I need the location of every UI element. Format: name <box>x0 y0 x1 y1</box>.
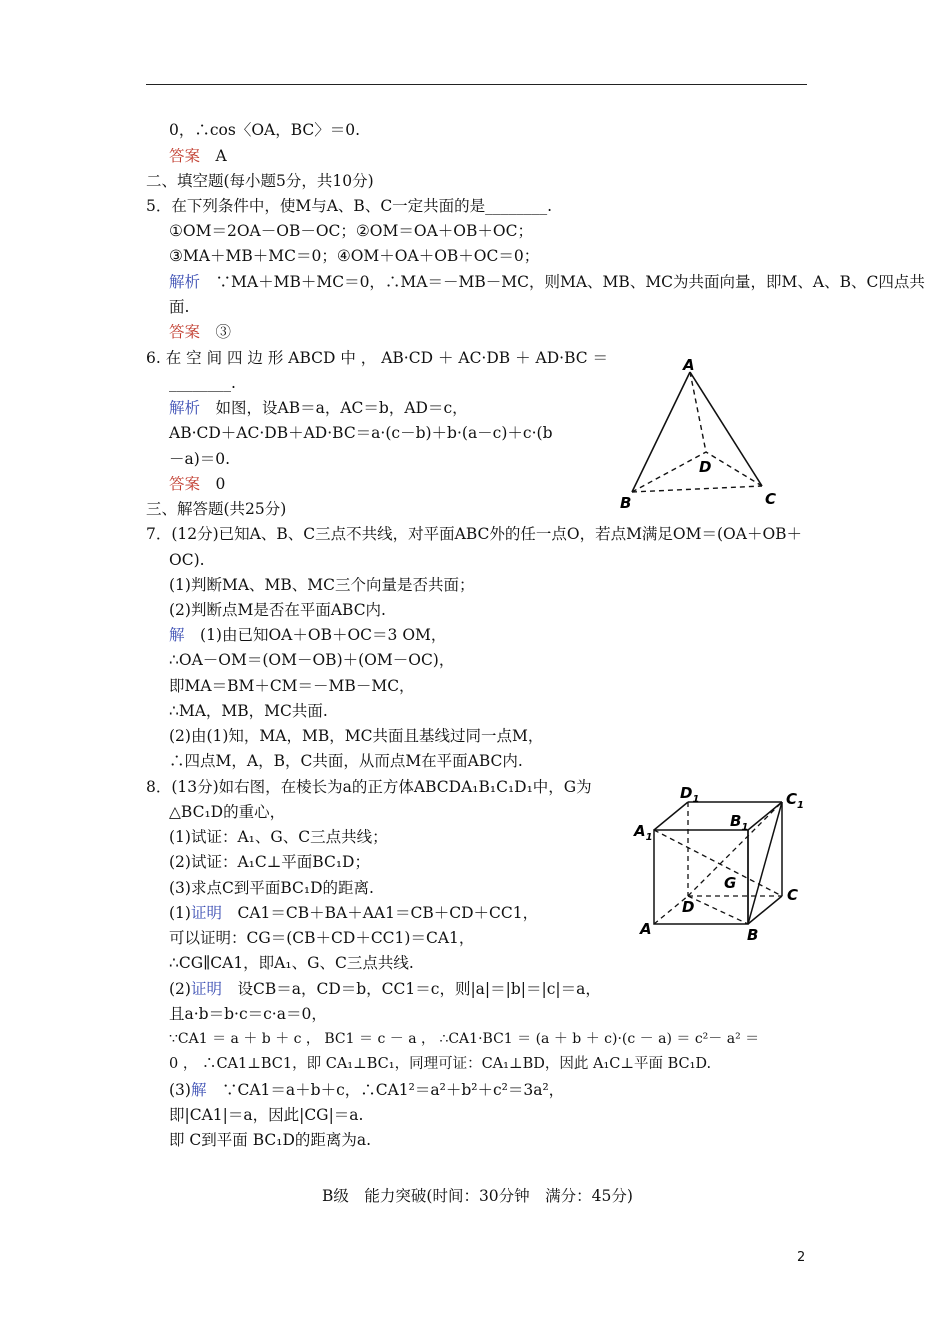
vertex-label-d1: $D_1$ <box>680 784 700 805</box>
answer-line: 答案 0 <box>169 475 226 493</box>
vertex-label-c1: $C_1$ <box>786 790 804 811</box>
vertex-label-a1: $A_1$ <box>634 822 653 843</box>
text-line: (1)判断MA、MB、MC三个向量是否共面； <box>169 576 475 594</box>
vertex-label-d: D <box>699 458 712 476</box>
text-line: ③MA＋MB＋MC＝0；④OM＋OA＋OB＋OC＝0； <box>169 247 540 265</box>
text-line: 即 C到平面 BC₁D的距离为a. <box>169 1131 372 1149</box>
text-line: ∵CA1 ＝ a ＋ b ＋ c ， BC1 ＝ c － a ， ∴CA1·BC1 ＝ (a ＋ b ＋ c)·(c － a) ＝ c²－ a² ＝ <box>169 1031 760 1047</box>
tetrahedron-figure <box>610 352 790 517</box>
text-line: △BC₁D的重心， <box>169 803 286 821</box>
section-footer: B级 能力突破(时间：30分钟 满分：45分) <box>322 1187 633 1205</box>
text-line: (2)试证：A₁C⊥平面BC₁D； <box>169 853 370 871</box>
proof-line: (2)证明 设CB＝a，CD＝b，CC1＝c，则|a|＝|b|＝|c|＝a， <box>169 980 601 998</box>
vertex-label-b1: $B_1$ <box>730 812 749 833</box>
analysis-line: 解析 如图，设AB＝a，AC＝b，AD＝c， <box>169 399 468 417</box>
page-number: 2 <box>797 1250 806 1265</box>
vertex-label-a: A <box>640 920 652 938</box>
text-line: －a)＝0. <box>169 450 231 468</box>
answer-line: 答案 A <box>169 147 227 165</box>
cube-figure <box>630 782 810 944</box>
solution-line: (3)解 ∵CA1＝a＋b＋c，∴CA1²＝a²＋b²＋c²＝3a²， <box>169 1081 565 1099</box>
vertex-label-b: B <box>620 494 632 512</box>
text-line: ________. <box>169 374 236 392</box>
question-6: 6. 在 空 间 四 边 形 ABCD 中 ， AB·CD ＋ AC·DB ＋ AD·BC ＝ <box>146 349 609 367</box>
text-line: (3)求点C到平面BC₁D的距离. <box>169 879 374 897</box>
question-5: 5．在下列条件中，使M与A、B、C一定共面的是________. <box>146 197 553 215</box>
text-line: 可以证明：CG＝(CB＋CD＋CC1)＝CA1， <box>169 929 475 947</box>
text-line: ∴MA，MB，MC共面. <box>169 702 328 720</box>
section-heading: 三、解答题(共25分) <box>146 500 287 518</box>
vertex-label-c: C <box>787 886 799 904</box>
text-line: 0 ， ∴CA1⊥BC1，即 CA₁⊥BC₁，同理可证：CA₁⊥BD，因此 A₁C⊥平面 BC₁D. <box>169 1056 712 1072</box>
question-7: 7．(12分)已知A、B、C三点不共线，对平面ABC外的任一点O，若点M满足OM＝(OA＋OB＋ <box>146 525 803 543</box>
question-8: 8．(13分)如右图，在棱长为a的正方体ABCDA₁B₁C₁D₁中，G为 <box>146 778 592 796</box>
vertex-label-d: D <box>682 898 695 916</box>
text-line: ∴CG∥CA1，即A₁、G、C三点共线. <box>169 954 414 972</box>
section-heading: 二、填空题(每小题5分，共10分) <box>146 172 374 190</box>
text-line: ①OM＝2OA－OB－OC；②OM＝OA＋OB＋OC； <box>169 222 533 240</box>
text-line: ∴四点M，A，B，C共面，从而点M在平面ABC内. <box>169 752 523 770</box>
vertex-label-a: A <box>683 356 695 374</box>
analysis-line: 解析 ∵MA＋MB＋MC＝0，∴MA＝－MB－MC，则MA、MB、MC为共面向量，即M、A、B、C四点共 <box>169 273 925 291</box>
answer-line: 答案 ③ <box>169 323 232 341</box>
text-line: OC). <box>169 551 205 569</box>
text-line: (2)由(1)知，MA，MB，MC共面且基线过同一点M， <box>169 727 544 745</box>
text-line: AB·CD＋AC·DB＋AD·BC＝a·(c－b)＋b·(a－c)＋c·(b <box>169 424 553 442</box>
text-line: 0，∴cos〈OA，BC〉＝0. <box>169 121 361 139</box>
centroid-label-g: G <box>724 874 737 892</box>
header-rule <box>146 84 807 85</box>
vertex-label-b: B <box>747 926 759 944</box>
text-line: 且a·b＝b·c＝c·a＝0， <box>169 1005 327 1023</box>
text-line: (2)判断点M是否在平面ABC内. <box>169 601 386 619</box>
solution-line: 解 (1)由已知OA＋OB＋OC＝3 OM， <box>169 626 447 644</box>
vertex-label-c: C <box>765 490 777 508</box>
text-line: 面. <box>169 298 190 316</box>
text-line: ∴OA－OM＝(OM－OB)＋(OM－OC)， <box>169 651 455 669</box>
text-line: (1)试证：A₁、G、C三点共线； <box>169 828 388 846</box>
text-line: 即|CA1|＝a，因此|CG|＝a. <box>169 1106 364 1124</box>
text-line: 即MA＝BM＋CM＝－MB－MC， <box>169 677 415 695</box>
proof-line: (1)证明 CA1＝CB＋BA＋AA1＝CB＋CD＋CC1， <box>169 904 539 922</box>
